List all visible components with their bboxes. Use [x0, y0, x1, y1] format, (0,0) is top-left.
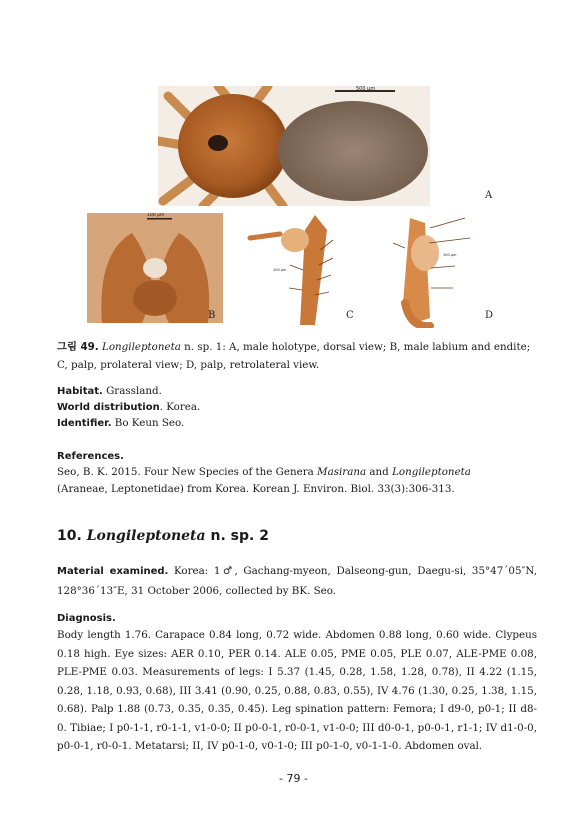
figure-panel-b-labium-endite	[87, 213, 223, 323]
panel-label-d: D	[485, 310, 494, 321]
identifier-text: Bo Keun Seo.	[111, 417, 185, 429]
reference-line-1	[57, 464, 537, 481]
reference-genus-1: Masirana	[317, 466, 367, 478]
figure-caption-genus: Longileptoneta	[102, 341, 181, 353]
figure-caption	[57, 338, 535, 374]
panel-label-b: B	[208, 310, 216, 321]
section-rest: n. sp. 2	[205, 528, 269, 544]
spider-dorsal-illustration	[158, 86, 430, 206]
figure-panel-d-palp-retrolateral	[385, 208, 495, 328]
distribution-line	[57, 399, 200, 416]
identifier-label: Identifier.	[57, 418, 112, 429]
scale-bar-label-d: 100 µm	[443, 253, 457, 257]
material-label: Material examined.	[57, 566, 169, 577]
reference-line-2: (Araneae, Leptonetidae) from Korea. Korean J. Environ. Biol. 33(3):306-313.	[57, 483, 455, 495]
reference-genus-2: Longileptoneta	[392, 466, 471, 478]
section-genus: Longileptoneta	[86, 528, 206, 544]
habitat-line	[57, 383, 162, 400]
diagnosis-label: Diagnosis.	[57, 613, 116, 624]
distribution-label: World distribution	[57, 402, 160, 413]
figure-panel-a-dorsal-view	[158, 86, 430, 206]
panel-label-c: C	[346, 310, 354, 321]
diagnosis-heading-line	[57, 610, 116, 627]
habitat-label: Habitat.	[57, 386, 103, 397]
reference-and: and	[366, 466, 393, 478]
reference-entry	[57, 464, 537, 498]
figure-caption-label: 그림 49.	[57, 341, 99, 353]
palp-retrolateral-illustration	[385, 208, 495, 328]
references-heading-line	[57, 448, 124, 465]
section-heading	[57, 528, 269, 544]
figure-caption-text: n. sp. 1: A, male holotype, dorsal view; B, male labium and endite; C, palp, prolateral view; D, palp, retrolateral view.	[57, 341, 531, 371]
scale-bar-label-c: 100 µm	[273, 268, 287, 272]
section-number: 10.	[57, 528, 87, 544]
distribution-text: . Korea.	[159, 401, 201, 413]
habitat-text: Grassland.	[102, 385, 162, 397]
labium-illustration	[87, 213, 223, 323]
figure-panel-c-palp-prolateral	[245, 210, 355, 328]
reference-authors: Seo, B. K. 2015. Four New Species of the Genera	[57, 466, 318, 478]
material-text: Korea: 1♂, Gachang-myeon, Dalseong-gun, Daegu-si, 35°47´05″N, 128°36´13″E, 31 October 2006, collected by BK. Seo.	[57, 565, 537, 597]
identifier-line	[57, 415, 184, 432]
material-examined-paragraph	[57, 562, 537, 600]
scale-bar-label-a: 500 µm	[356, 86, 376, 92]
diagnosis-paragraph: Body length 1.76. Carapace 0.84 long, 0.72 wide. Abdomen 0.88 long, 0.60 wide. Clypeus 0.18 high. Eye sizes: AER 0.10, PER 0.14. ALE 0.05, PME 0.05, PLE 0.07, ALE-PME 0.08, PLE-PME 0.03. Measurements of legs: I 5.37 (1.45, 0.28, 1.58, 1.28, 0.78), II 4.22 (1.15, 0.28, 1.18, 0.93, 0.68), III 3.41 (0.90, 0.25, 0.88, 0.83, 0.55), IV 4.76 (1.30, 0.25, 1.38, 1.15, 0.68). Palp 1.88 (0.73, 0.35, 0.35, 0.45). Leg spination pattern: Femora; I d9-0, p0-1; II d8-0. Tibiae; I p0-1-1, r0-1-1, v1-0-0; II p0-0-1, r0-0-1, v1-0-0; III d0-0-1, p0-0-1, r1-1; IV d1-0-0, p0-0-1, r0-0-1. Metatarsi; II, IV p0-1-0, v0-1-0; III p0-1-0, v0-1-1-0. Abdomen oval.	[57, 629, 537, 752]
references-heading: References.	[57, 451, 124, 462]
page-number: - 79 -	[279, 772, 308, 785]
palp-prolateral-illustration	[245, 210, 355, 328]
scale-bar-label-b: 100 µm	[147, 213, 165, 218]
panel-label-a: A	[485, 190, 493, 201]
